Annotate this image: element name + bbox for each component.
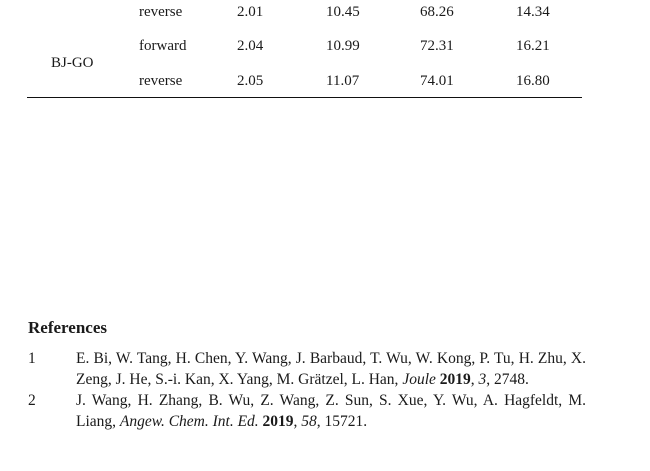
references-heading: References: [28, 318, 107, 337]
table-cell: 2.05: [237, 73, 264, 89]
reference-text: E. Bi, W. Tang, H. Chen, Y. Wang, J. Barbaud, T. Wu, W. Kong, P. Tu, H. Zhu, X. Zeng, J. He, S.-i. Kan, X. Yang, M. Grätzel, L. Han, Joule 2019, 3, 2748.: [76, 350, 586, 388]
reference-text: J. Wang, H. Zhang, B. Wu, Z. Wang, Z. Sun, S. Xue, Y. Wu, A. Hagfeldt, M. Liang, Angew. Chem. Int. Ed. 2019, 58, 15721.: [76, 392, 586, 430]
table-cell: 16.21: [516, 38, 550, 54]
reference-year: 2019: [262, 413, 294, 430]
table-row-label: BJ-GO: [51, 55, 94, 71]
table-cell: 2.01: [237, 4, 264, 20]
table-cell: 10.45: [326, 4, 360, 20]
table-bottom-rule: [27, 97, 582, 98]
reference-volume: 3: [478, 371, 487, 388]
reference-journal: Joule: [402, 371, 436, 388]
reference-authors: J. Wang, H. Zhang, B. Wu, Z. Wang, Z. Sun, S. Xue, Y. Wu, A. Hagfeldt, M. Liang,: [76, 392, 586, 430]
reference-year: 2019: [439, 371, 471, 388]
table-cell: 2.04: [237, 38, 264, 54]
reference-number: 1: [28, 350, 36, 367]
reference-pages: 15721.: [324, 413, 368, 430]
table-cell: 10.99: [326, 38, 360, 54]
reference-authors: E. Bi, W. Tang, H. Chen, Y. Wang, J. Barbaud, T. Wu, W. Kong, P. Tu, H. Zhu, X. Zeng, J. He, S.-i. Kan, X. Yang, M. Grätzel, L. Han,: [76, 350, 586, 388]
table-cell: 11.07: [326, 73, 360, 89]
table-cell: 72.31: [420, 38, 454, 54]
table-cell-direction: forward: [139, 38, 187, 54]
reference-number: 2: [28, 392, 36, 409]
reference-journal: Angew. Chem. Int. Ed.: [119, 413, 259, 430]
table-cell: 74.01: [420, 73, 454, 89]
table-cell: 68.26: [420, 4, 454, 20]
reference-volume: 58: [301, 413, 317, 430]
table-cell: 14.34: [516, 4, 550, 20]
table-cell-direction: reverse: [139, 73, 183, 89]
table-cell: 16.80: [516, 73, 550, 89]
table-cell-direction: reverse: [139, 4, 183, 20]
reference-pages: 2748.: [494, 371, 529, 388]
